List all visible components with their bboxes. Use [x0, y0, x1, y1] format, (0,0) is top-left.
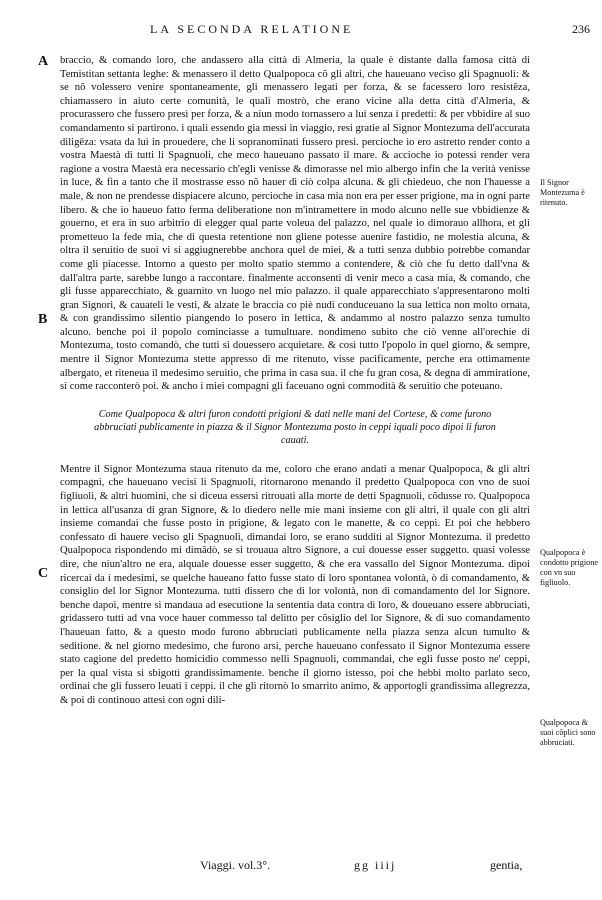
- volume-line: Viaggi. vol.3°.: [200, 858, 271, 872]
- paragraph-1: braccio, & comando loro, che andassero alla città di Almeria, la quale è distante dalla famosa città di Temistitan settanta leghe: & menassero il detto Qualpopoca cõ gli altri, che haueuano veciso gli Spagnuoli: & se nõ volessero venire spontaneamente, gli menassero legati per forza, & se facessero loro resistēza, chiamassero in aiuto certe comunità, le quali mostrò, che erano vicine alla detta città d'Almeria, & procurassero che fussero presi per forza, & a niun modo tornassero a lui senza i predetti: & per vbbidire al suo comandamento si partirono. i quali essendo gia messi in viaggio, resi gratie al Signor Montezuma dell'accurata diligēza: vsata da lui in prouedere, che li sopranominati fussero presi. percioche io ero astretto render conto a vostra Maestà di tutti li Spagnuoli, che meco haueuano passato il mare. & accioche io potessi render vera ragione a vostra Maestà era necessario ch'egli venisse & dimorasse nel mio albergo infin che la verità venisse in luce, & fin a tanto che il mostrasse esso nõ hauer di ciò colpa alcuna. & gli chiedeuo, che non l'hauesse a male, & non ne prendesse dispiacere alcuno, percioche in casa mia non era per esser prigione, ma in ogni parte libero. & che io haueuo fatto ferma deliberatione non m'intramettere in modo alcuno nelle sue vbbidienze & gouerno, et era in suo arbitrio di elegger qual parte voleua del palazzo, nel quale io dimorauo allhora, et gli prometteuo la fede mia, che di questa retentione non gliene potesse auenire fastidio, ne molestia alcuna, & oltra il seruitio de suoi vi si aggiugnerebbe anchora quel de miei, & a tutti senza dubbio potrebbe comandar come gli piacesse. Intorno a questo per molto spatio stemmo a contendere, & ciò che fu detto dall'vna & dall'altra parte, sarebbe lungo a raccontare. finalmente acconsentì di venir meco a casa mia, & comando, che gli fusse apparecchiato, & guarnito vn luogo nel mio palazzo. il quale apparecchiato s'appresentarono molti gran Signori, & cauateli le vesti, & alzate le braccia co piè nudi conduceuano la sua lettica non molto ornata, & con grandissimo silentio piangendo lo posero in lettica, & andammo al nostro palazzo senza tumulto alcuno. benche poi il popolo cominciasse a tumultuare. nondimeno subito che ciò venne all'orechie di Montezuma, tosto comandò, che tutti si douessero acquietare. & così tutto l'popolo in quel giorno, & sempre, mentre il Signor Montezuma stette appresso di me ritenuto, visse pacificamente, perche era ottimamente albergato, et riteneua il medesimo seruitio, che prima in casa sua. il che fu gran cosa, & degna di ammiratione, sì come racconterò poi. & ancho i miei compagni gli faceuano ogni commodità & seruitio che poteuano.: [60, 55, 530, 393]
- paragraph-2: Mentre il Signor Montezuma staua ritenuto da me, coloro che erano andati a menar Qualpopoca, & gli altri compagni, che haueuano vecisi li Spagnuoli, ritornarono menando il predetto Qualpopoca con vno de suoi figliuoli, & altri huomini, che si diceua essersi ritrouati alla morte de detti Spagnuoli, cõdusse ro. Qualpopoca in lettica all'usanza di gran Signore, & lo diedero nelle mie mani insieme con gli altri, il quale con gli altri insieme comandai che fusse posto in prigione, & legato con le manette, & co ceppi. Et poi che hebbero confessato di hauere veciso gli Spagnuoli, dimandai loro, se erano sudditi al Signor Montezuma. il predetto Qualpopoca rispondendo mi dimādò, se si trouaua altro Signore, a cui douesse esser suggetto. quasi volesse dire, che niun'altro ne era, alquale douesse esser suggetto, & che era vassallo del Signor Montezuma. dipoi ricercai da i medesimi, se quelche haueano fatto fusse stato di loro spontanea volontà, ò di comandamento, & consiglio del lor Signor Montezuma. tutti dissero che di lor volontà, non di comandamento del lor Signore. benche dapoi, mentre si mandaua ad esecutione la sententia data contra di loro, & doueuano essere abbruciati, gridassero tutti ad vna voce hauer commesso tal delitto per cõsiglio del lor Signore, & di suo comandamento l'haueuan fatto, & a questo modo furono abbruciati publicamente nella piazza senza alcun tumulto & seditione. & nel giorno medesimo, che furono arsi, perche haueuano confessato il Signor Montezuma essere stato cagione del predetto homicidio commesso nelli Spagnuoli, commandai, che egli fusse posto ne' ceppi, per la qual vista si sbigottì grandissimamente. benche il giorno istesso, poi che hebbi molto parlato seco, ordinai che gli fussero leuati i ceppi. il che gli ritornò lo smarrito animo, & apportogli grandissima allegrezza, & poi di continouo attesi con ogni dili-: [60, 463, 530, 706]
- section-heading: Come Qualpopoca & altri furon condotti prigioni & dati nelle mani del Cortese, & come furono abbruciati publicamente in piazza & il Signor Montezuma posto in ceppi iquali poco dipoi li furon cauati.: [94, 408, 496, 446]
- running-title: LA SECONDA RELATIONE: [150, 22, 354, 36]
- catchword: gentia,: [490, 858, 523, 872]
- signature-mark: gg iiij: [354, 858, 397, 872]
- text-block: [60, 54, 530, 708]
- marginal-letter-c: C: [38, 566, 49, 581]
- side-note-3: Qualpopoca & suoi cõplici sono abbruciati.: [540, 718, 596, 747]
- marginal-letter-a: A: [38, 54, 49, 69]
- running-header: [150, 22, 590, 37]
- side-note-1: Il Signor Montezuma è ritenuto.: [540, 178, 585, 207]
- page-number: 236: [572, 22, 590, 36]
- side-note-2: Qualpopoca è condotto prigione con vn suo figliuolo.: [540, 548, 598, 587]
- marginal-letter-b: B: [38, 312, 48, 327]
